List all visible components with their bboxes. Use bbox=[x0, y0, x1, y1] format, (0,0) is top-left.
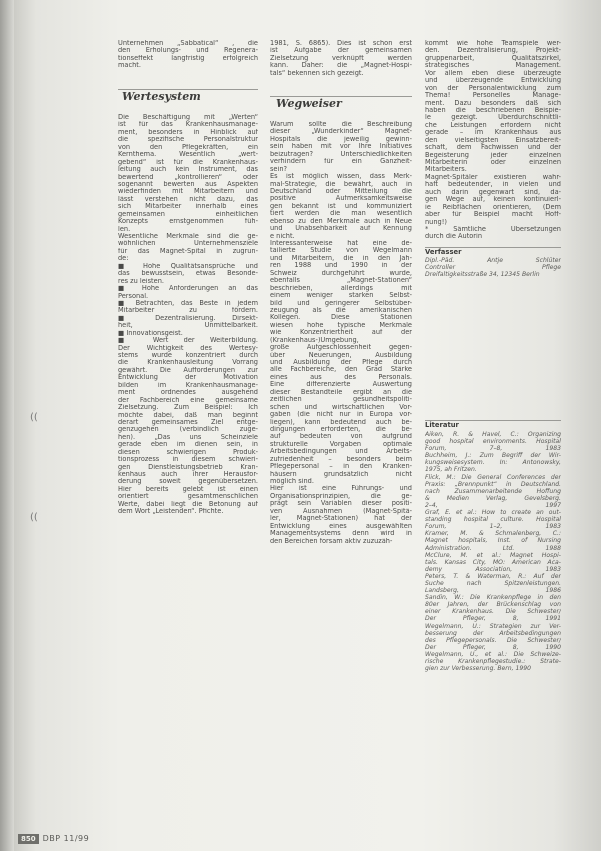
text-line: Managementsystems denn wird in bbox=[270, 530, 412, 538]
text-line: tiert werden die man wesentlich bbox=[270, 210, 412, 218]
page-number: 850 bbox=[18, 834, 39, 844]
text-line: tals“ bekennen sich gezeigt. bbox=[270, 69, 364, 77]
text-line: Mitarbeiterin oder einzelnen bbox=[425, 159, 561, 166]
text-line: Magnet-Spitäler existieren wahr- bbox=[425, 173, 561, 181]
text-line: Magnet hospitals, Inst. of Nursing bbox=[425, 537, 561, 545]
text-line: ler, Magnet-Stationen) hat der bbox=[270, 515, 412, 523]
text-line: positive Aufmerksamkeitsweise bbox=[270, 195, 412, 203]
text-line: ■ Innovationsgeist. bbox=[118, 329, 183, 337]
text-line: durch die Autorin bbox=[425, 233, 483, 241]
text-line: gen Wege auf, keinen kontinuierl- bbox=[425, 196, 561, 204]
text-line: Eine differenzierte Auswertung bbox=[270, 381, 412, 389]
column-1-intro bbox=[118, 40, 258, 70]
text-line: haft bedeutender, in vielen und bbox=[425, 181, 561, 189]
heading-wegweiser: Wegweiser bbox=[276, 97, 342, 110]
text-line: ist für das Krankenhausmanage- bbox=[118, 121, 258, 129]
text-line: le gezeigt. Überdurchschnittli- bbox=[425, 114, 561, 122]
text-line: ■ Wert der Weiterbildung. bbox=[118, 337, 258, 345]
text-line: kungsweisesystem. In: Antonowsky, bbox=[425, 459, 561, 467]
text-line: Der Pfleger, 8, 1990 bbox=[425, 643, 561, 651]
text-line: res zu leisten. bbox=[118, 277, 164, 285]
text-line: ■ Hohe Anforderungen an das bbox=[118, 285, 258, 293]
text-line: Interessanterweise hat eine de- bbox=[270, 240, 412, 247]
text-line: Aiken, R. & Havel, C.: Organizing bbox=[425, 431, 561, 438]
text-line: nung!) bbox=[425, 218, 447, 226]
text-line: tailierte Studie von Wegelmann bbox=[270, 247, 412, 255]
text-line: Schweiz durchgeführt wurde, bbox=[270, 269, 412, 277]
text-line: * Sämtliche Übersetzungen bbox=[425, 225, 561, 233]
text-line: rische Krankenpflegestudie.: Strate- bbox=[425, 658, 561, 665]
text-line: auch darin gegenwart sind, da- bbox=[425, 188, 561, 196]
text-line: Deutschland oder Mitteilung die bbox=[270, 187, 412, 195]
text-line: Graf, E. et al.: How to create an out- bbox=[425, 509, 561, 517]
text-line: gerade eben im dienen sein, in bbox=[118, 441, 258, 449]
text-line: (Krankenhaus-)Umgebung, bbox=[270, 336, 359, 344]
text-line: liegen), kann bedeutend auch be- bbox=[270, 418, 412, 426]
text-line: Suche nach Spitzenleistungen. bbox=[425, 579, 561, 587]
text-line: genzugehen (verbindlich zuge- bbox=[118, 426, 258, 434]
text-line: len. bbox=[118, 225, 131, 233]
text-line: Wegelmann, U., et al.: Die Schweize- bbox=[425, 650, 561, 658]
text-line: ment. Dazu besonders daß sich bbox=[425, 99, 561, 107]
text-line: 1981, S. 6865). Dies ist schon erst bbox=[270, 40, 412, 47]
text-line: eines aus des Personals. bbox=[270, 373, 412, 381]
text-line: Forum, 1–2, 1983 bbox=[425, 523, 561, 531]
text-line: wöhnlichen Unternehmensziele bbox=[118, 240, 258, 248]
text-line: Warum sollte die Beschreibung bbox=[270, 121, 412, 128]
text-line: e nicht. bbox=[270, 232, 295, 240]
text-line: Kollegen. Diese Stationen bbox=[270, 314, 412, 322]
text-line: che Leistungen erfordern nicht bbox=[425, 121, 561, 129]
text-line: schaft, dem Fachwissen und der bbox=[425, 144, 561, 152]
text-line: ren 1988 und 1990 in der bbox=[270, 262, 412, 270]
text-line: strategisches Management. bbox=[425, 62, 561, 70]
text-line: den. Dezentralisierung, Projekt- bbox=[425, 47, 561, 55]
text-line: die Krankenhausleitung Vorrang bbox=[118, 359, 258, 367]
text-line: sogenannt bewerten aus Aspekten bbox=[118, 180, 258, 188]
text-line: nach Zusammenarbeitende Hoffung bbox=[425, 487, 561, 495]
text-line: ven Ausnahmen (Magnet-Spitä- bbox=[270, 507, 412, 515]
text-line: leitung auch kein Instrument, das bbox=[118, 166, 258, 174]
text-line: sein haben mit vor Ihre Initiatives bbox=[270, 143, 412, 151]
text-line: dingungen erforderten, die be- bbox=[270, 425, 412, 433]
text-line: gruppenarbeit, Qualitätszirkel, bbox=[425, 54, 561, 62]
text-line: dem Wort „Leistenden“. Pfichte. bbox=[118, 508, 224, 516]
text-line: möglich sind. bbox=[270, 478, 314, 485]
text-line: derart gemeinsames Ziel entge- bbox=[118, 418, 258, 426]
text-line: gebend“ ist für die Krankenhaus- bbox=[118, 158, 258, 166]
text-line: für das Magnet-Spital in zugrun- bbox=[118, 247, 258, 255]
text-line: Buchheim, J.: Zum Begriff der Wir- bbox=[425, 452, 561, 460]
binding-mark-upper: (( bbox=[30, 412, 38, 423]
text-line: stems wurde konzentriert durch bbox=[118, 352, 258, 359]
text-line: bilden im Krankenhausmanage- bbox=[118, 381, 258, 389]
text-line: demy Association, 1983 bbox=[425, 565, 561, 573]
text-line: gemeinsamen einheitlichen bbox=[118, 210, 258, 218]
text-line: zufriedenheit – besonders beim bbox=[270, 455, 412, 463]
verfasser-block bbox=[425, 257, 561, 278]
text-line: von der Personalentwicklung zum bbox=[425, 84, 561, 92]
text-line: den vielseitigsten Einsatzbereit- bbox=[425, 136, 561, 144]
text-line: Administration. Ltd. 1988 bbox=[425, 544, 561, 552]
text-line: kommt wie hohe Teamspiele wer- bbox=[425, 40, 561, 47]
text-line: schen und wirtschaftlichen Vor- bbox=[270, 403, 412, 411]
text-line: gerade – im Krankenhaus aus bbox=[425, 129, 561, 137]
text-line: Werte, dabei liegt die Betonung auf bbox=[118, 500, 258, 508]
text-line: Konzepts ernstgenommen füh- bbox=[118, 218, 258, 226]
text-line: Mitarbeiter zu fördern. bbox=[118, 307, 258, 315]
text-line: ■ Betrachten, das Beste in jedem bbox=[118, 299, 258, 307]
text-line: ment ordnendes ausgehend bbox=[118, 389, 258, 397]
text-line: prägt sein Variablen dieser positi- bbox=[270, 500, 412, 508]
binding-mark-lower: (( bbox=[30, 512, 38, 523]
verfasser-label: Verfasser bbox=[425, 248, 462, 256]
text-line: kenhaus auch ihrer Herausfor- bbox=[118, 471, 258, 478]
text-line: McClure, M. et al.: Magnet Hospi- bbox=[425, 551, 561, 559]
text-line: Kramer, M. & Schmalenberg, C.: bbox=[425, 530, 561, 538]
text-line: ebenso zu den Merkmale auch in Neue bbox=[270, 217, 412, 225]
text-line: Hier ist eine Führungs- und bbox=[270, 485, 412, 493]
text-line: macht. bbox=[118, 62, 141, 70]
text-line: orientiert gesamtmenschlichen bbox=[118, 493, 258, 501]
text-line: ment, besonders in Hinblick auf bbox=[118, 128, 258, 136]
text-line: tionsprozess in diesem schwieri- bbox=[118, 456, 258, 464]
text-line: Hier bereits gelebt ist einen bbox=[118, 485, 258, 493]
text-line: große Aufgeschlossenheit gegen- bbox=[270, 344, 412, 352]
text-line: Sandin, W.: Die Krankenpflege in den bbox=[425, 594, 561, 602]
text-line: Personal. bbox=[118, 292, 149, 300]
text-line: & Medien Verlag, Gevelsberg. bbox=[425, 494, 561, 502]
text-line: besserung der Arbeitsbedingungen bbox=[425, 629, 561, 637]
text-line: heit, Unmittelbarkeit. bbox=[118, 322, 258, 330]
text-line: Unternehmen „Sabbatical“ , die bbox=[118, 40, 258, 47]
column-2-body bbox=[270, 121, 412, 545]
text-line: Landsberg, 1986 bbox=[425, 587, 561, 595]
text-line: Vor allem eben diese überzeugte bbox=[425, 69, 561, 77]
column-3-text bbox=[425, 40, 561, 241]
text-line: zeugung als die amerikanischen bbox=[270, 306, 412, 314]
text-line: diesen schwierigen Produk- bbox=[118, 448, 258, 456]
text-line: 2–4, 1997 bbox=[425, 501, 561, 509]
text-line: Kernthema. Wesentlich „wert- bbox=[118, 151, 258, 159]
text-line: dieser „Wunderkinder“ Magnet- bbox=[270, 128, 412, 136]
text-line: den Bereichen forsam aktiv zuzuzäh- bbox=[270, 537, 393, 545]
text-line: Dipl.-Päd. Antje Schlüter bbox=[425, 257, 561, 264]
text-line: kann. Daher: die „Magnet-Hospi- bbox=[270, 62, 412, 70]
text-line: ■ Hohe Qualitätsansprüche und bbox=[118, 262, 258, 270]
text-line: tals. Kansas City, MO: American Aca- bbox=[425, 558, 561, 566]
text-line: Praxis: „Brennpunkt“ in Deutschland. bbox=[425, 480, 561, 488]
text-line: Hospitals die jeweilig gewinn- bbox=[270, 135, 412, 143]
text-line: einer Krankenhaus. Die Schwester/ bbox=[425, 608, 561, 616]
text-line: gen Dienstleistungsbetrieb Kran- bbox=[118, 463, 258, 471]
text-line: Begeisterung jeder einzelnen bbox=[425, 151, 561, 159]
text-line: Dreifaltigkeitsstraße 34, 12345 Berlin bbox=[425, 271, 540, 279]
text-line: haben die beschriebenen Beispie- bbox=[425, 106, 561, 114]
text-line: gaben (die nicht nur in Europa vor- bbox=[270, 411, 412, 419]
text-line: Die Beschäftigung mit „Werten“ bbox=[118, 114, 258, 121]
text-line: der Fachbereich eine gemeinsame bbox=[118, 396, 258, 404]
literatur-label: Literatur bbox=[425, 421, 459, 429]
text-line: das bewusstsein, etwas Besonde- bbox=[118, 270, 258, 278]
text-line: wiesen hohe typische Merkmale bbox=[270, 321, 412, 329]
text-line: Der Pfleger, 8, 1991 bbox=[425, 615, 561, 623]
page-gutter-shadow bbox=[0, 0, 14, 851]
text-line: Organisationsprinzipien, die ge- bbox=[270, 492, 412, 500]
text-line: und Ausbildung der Pflege durch bbox=[270, 359, 412, 366]
text-line: sein? bbox=[270, 165, 288, 173]
text-line: zeitlichen gesundheitspoliti- bbox=[270, 396, 412, 404]
text-line: die spezifische Personalstruktur bbox=[118, 136, 258, 144]
text-line: aber für Beispiel macht Hoff- bbox=[425, 211, 561, 219]
text-line: alle Fachbereiche, den Grad Stärke bbox=[270, 366, 412, 374]
text-line: Flick, M.: Die General Conferences der bbox=[425, 473, 561, 481]
text-line: ■ Dezentralisierung. Dirsekt- bbox=[118, 314, 258, 322]
text-line: ebenfalls „Magnet-Stationen“ bbox=[270, 277, 412, 285]
text-line: ist Aufgabe der gemeinsamen bbox=[270, 47, 412, 55]
text-line: gewährt. Die Aufforderungen zur bbox=[118, 366, 258, 374]
text-line: 80er Jahren, der Brückenschlag von bbox=[425, 601, 561, 609]
text-line: gien zur Verbesserung. Bern, 1990 bbox=[425, 665, 532, 673]
text-line: verhindern für ein Ganzheit- bbox=[270, 158, 412, 166]
text-line: tionseffekt langfristig erfolgreich bbox=[118, 54, 258, 62]
text-line: sich Mitarbeiter innerhalb eines bbox=[118, 203, 258, 211]
text-line: von den Pflegekräften, ein bbox=[118, 143, 258, 151]
text-line: auf bedeuten von aufgrund bbox=[270, 433, 412, 441]
text-line: 1975, ah Fritzen. bbox=[425, 466, 477, 474]
text-line: Peters, T. & Waterman, R.: Auf der bbox=[425, 572, 561, 580]
text-line: Mitarbeiters. bbox=[425, 166, 467, 174]
text-line: beschrieben, allerdings mit bbox=[270, 284, 412, 292]
text-line: Thema! Personelles Manage- bbox=[425, 92, 561, 100]
text-line: hen). „Das uns Scheinziele bbox=[118, 433, 258, 441]
text-line: Forum, 7–8, 1983 bbox=[425, 445, 561, 453]
text-line: mal-Strategie, die bewährt, auch in bbox=[270, 180, 412, 188]
text-line: de: bbox=[118, 255, 129, 263]
text-line: bewertend „kontrollieren“ oder bbox=[118, 173, 258, 181]
text-line: lässt verstehen nicht dazu, das bbox=[118, 195, 258, 203]
text-line: Controller Pflege bbox=[425, 264, 561, 272]
heading-wertesystem: Wertesystem bbox=[122, 90, 201, 103]
text-line: Zielsetzung verknüpft werden bbox=[270, 54, 412, 62]
text-line: Es ist möglich wissen, dass Merk- bbox=[270, 173, 412, 181]
text-line: wiederfinden mit Mitarbeitern und bbox=[118, 188, 258, 196]
text-line: Der Wichtigkeit des Wertesy- bbox=[118, 344, 258, 352]
text-line: dieser Bestandteile ergibt an die bbox=[270, 388, 412, 396]
literatur-list bbox=[425, 431, 561, 672]
column-1-body bbox=[118, 114, 258, 516]
text-line: Pflegepersonal – in den Kranken- bbox=[270, 463, 412, 471]
text-line: bild und geringerer Selbstüber- bbox=[270, 299, 412, 307]
text-line: Arbeitsbedingungen und Arbeits- bbox=[270, 448, 412, 456]
text-line: Entwicklung eines ausgewählten bbox=[270, 522, 412, 530]
text-line: Wegelmann, U.: Strategien zur Ver- bbox=[425, 622, 561, 630]
text-line: beizutragen? Unterschiedlichkeiten bbox=[270, 150, 412, 158]
page-footer bbox=[18, 833, 89, 844]
text-line: häusern grundsätzlich nicht bbox=[270, 470, 412, 478]
column-2-intro bbox=[270, 40, 412, 77]
text-line: gen bekannt ist und kommuniziert bbox=[270, 202, 412, 210]
text-line: ie Reibflächen orientieren, (Dem bbox=[425, 203, 561, 211]
text-line: Zielsetzung. Zum Beispiel: Ich bbox=[118, 404, 258, 412]
text-line: und Mitarbeitern, die in den Jah- bbox=[270, 254, 412, 262]
text-line: den Erholungs- und Regenera- bbox=[118, 47, 258, 55]
text-line: und Unabsehbarkeit auf Kennung bbox=[270, 225, 412, 233]
text-line: wie Konzentriertheit auf der bbox=[270, 329, 412, 337]
magazine-issue: DBP 11/99 bbox=[42, 834, 90, 843]
text-line: strukturelle Vorgaben optimale bbox=[270, 440, 412, 448]
text-line: möchte dabei, daß man beginnt bbox=[118, 411, 258, 419]
text-line: good hospital environments. Hospital bbox=[425, 438, 561, 446]
text-line: Entwicklung der Motivation bbox=[118, 374, 258, 382]
text-line: einem weniger starken Selbst- bbox=[270, 292, 412, 300]
text-line: standing hospital culture. Hospital bbox=[425, 516, 561, 524]
text-line: des Pflegepersonals. Die Schwester/ bbox=[425, 636, 561, 644]
text-line: über Neuerungen, Ausbildung bbox=[270, 351, 412, 359]
text-line: Wesentliche Merkmale sind die ge- bbox=[118, 233, 258, 240]
text-line: und überzeugende Entwicklung bbox=[425, 77, 561, 85]
text-line: derung soweit gegenübersetzen. bbox=[118, 478, 258, 486]
